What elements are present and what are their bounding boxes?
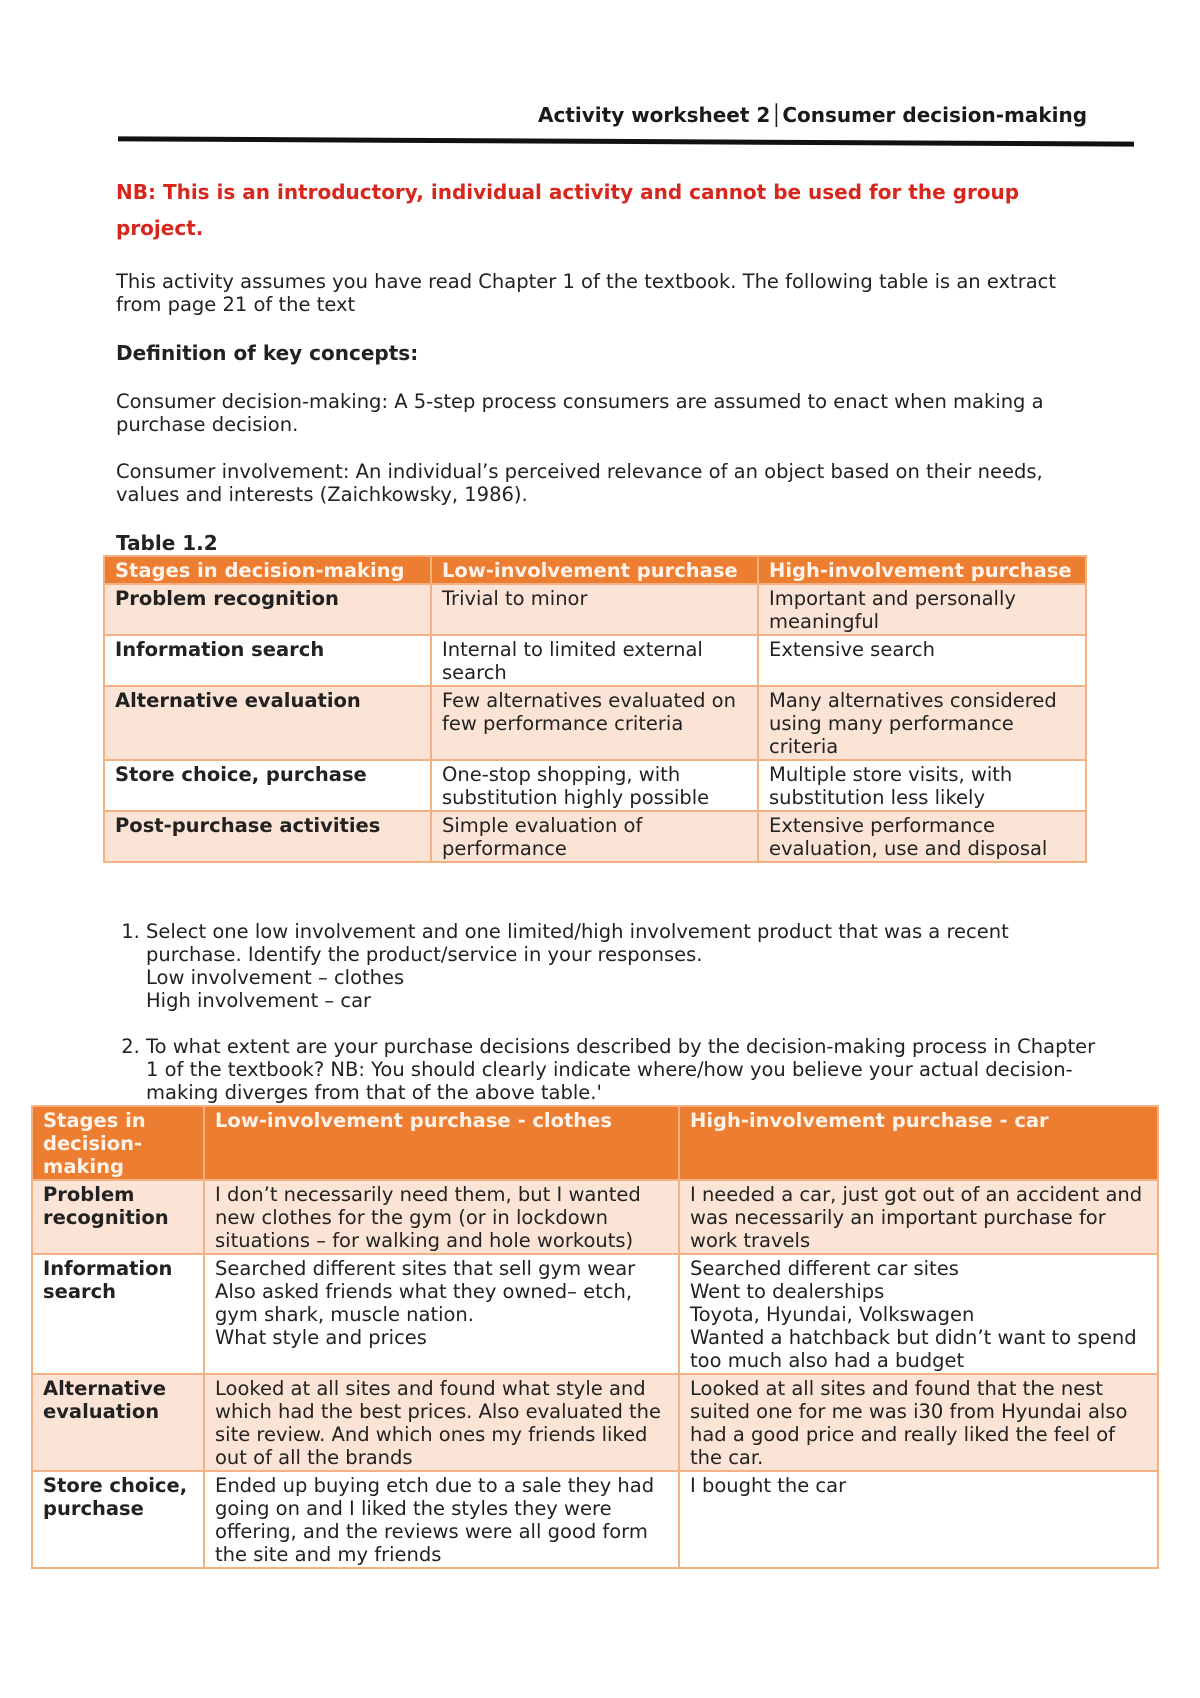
cell-line: What style and prices [215,1326,427,1349]
row-stage-cell: Problem recognition [104,584,431,635]
row-stage-cell: Alternative evaluation [104,686,431,760]
table-row [104,584,1086,635]
table-row [32,1180,1158,1254]
table-cell: One-stop shopping, with substitution highly possible [431,760,758,811]
question-text: 2. To what extent are your purchase decisions described by the decision-making process in Chapter 1 of the textbook? NB: You should clearly indicate where/how you believe your actual decision-making diverges from that of the above table.' [146,1035,1096,1104]
table-row [104,635,1086,686]
definition-decision-making: Consumer decision-making: A 5-step process consumers are assumed to enact when making a purchase decision. [116,390,1044,436]
question-list [116,920,1096,1104]
table-header-cell: Stages in decision-making [32,1106,204,1180]
table-row [104,811,1086,862]
question-item [146,1035,1096,1104]
table-row [104,686,1086,760]
table-cell [679,1471,1158,1568]
table-cell [204,1180,679,1254]
table-header-row [104,556,1086,584]
header-title-right: Consumer decision-making [782,103,1088,127]
answer-line: Low involvement – clothes [146,966,405,989]
table-row [32,1254,1158,1374]
row-stage-cell: Store choice, purchase [104,760,431,811]
response-table [31,1105,1159,1569]
question-text: 1. Select one low involvement and one limited/high involvement product that was a recent purchase. Identify the product/service in your responses. [146,920,1009,966]
row-stage-cell: Information search [32,1254,204,1374]
page-header-title [538,103,1087,127]
cell-line: Searched different sites that sell gym wear [215,1257,636,1280]
row-stage-cell: Alternative evaluation [32,1374,204,1471]
cell-line: I bought the car [690,1474,847,1497]
table-cell [679,1180,1158,1254]
table-cell: Multiple store visits, with substitution less likely [758,760,1086,811]
answer-line: High involvement – car [146,989,372,1012]
cell-line: Toyota, Hyundai, Volkswagen [690,1303,975,1326]
table-cell [204,1374,679,1471]
row-stage-cell: Post-purchase activities [104,811,431,862]
table-cell: Important and personally meaningful [758,584,1086,635]
table-cell: Few alternatives evaluated on few performance criteria [431,686,758,760]
table-cell: Trivial to minor [431,584,758,635]
table-cell: Extensive performance evaluation, use and disposal [758,811,1086,862]
table-cell [679,1374,1158,1471]
cell-line: Wanted a hatchback but didn’t want to spend too much also had a budget [690,1326,1137,1372]
definitions-heading: Definition of key concepts: [116,341,419,365]
header-separator: │ [770,103,783,127]
cell-line: Went to dealerships [690,1280,885,1303]
cell-line: I needed a car, just got out of an accident and was necessarily an important purchase for work travels [690,1183,1143,1252]
row-stage-cell: Problem recognition [32,1180,204,1254]
row-stage-cell: Store choice, purchase [32,1471,204,1568]
cell-line: Looked at all sites and found that the nest suited one for me was i30 from Hyundai also had a good price and really liked the feel of the car. [690,1377,1128,1469]
table-cell: Internal to limited external search [431,635,758,686]
table-row [32,1374,1158,1471]
table-header-row [32,1106,1158,1180]
table-row [32,1471,1158,1568]
cell-line: Searched different car sites [690,1257,959,1280]
intro-paragraph: This activity assumes you have read Chapter 1 of the textbook. The following table is an extract from page 21 of the text [116,270,1057,316]
table-header-cell: Stages in decision-making [104,556,431,584]
cell-line: Looked at all sites and found what style and which had the best prices. Also evaluated the site review. And which ones my friends liked out of all the brands [215,1377,662,1469]
table-caption: Table 1.2 [116,531,218,555]
table-header-cell: High-involvement purchase [758,556,1086,584]
cell-line: I don’t necessarily need them, but I wanted new clothes for the gym (or in lockdown situations – for walking and hole workouts) [215,1183,641,1252]
table-row [104,760,1086,811]
question-item [146,920,1096,1012]
table-header-cell: Low-involvement purchase - clothes [204,1106,679,1180]
table-header-cell: High-involvement purchase - car [679,1106,1158,1180]
table-cell: Simple evaluation of performance [431,811,758,862]
row-stage-cell: Information search [104,635,431,686]
header-rule [118,136,1134,146]
nb-notice: NB: This is an introductory, individual activity and cannot be used for the group project. [116,180,1020,240]
table-cell: Many alternatives considered using many performance criteria [758,686,1086,760]
cell-line: Ended up buying etch due to a sale they had going on and I liked the styles they were offering, and the reviews were all good form the site and my friends [215,1474,655,1566]
definition-involvement: Consumer involvement: An individual’s perceived relevance of an object based on their needs, values and interests (Zaichkowsky, 1986). [116,460,1043,506]
reference-table [103,555,1087,863]
table-cell [204,1471,679,1568]
table-cell [679,1254,1158,1374]
table-header-cell: Low-involvement purchase [431,556,758,584]
table-cell: Extensive search [758,635,1086,686]
table-cell [204,1254,679,1374]
cell-line: Also asked friends what they owned– etch, gym shark, muscle nation. [215,1280,633,1326]
header-title-left: Activity worksheet 2 [538,103,771,127]
